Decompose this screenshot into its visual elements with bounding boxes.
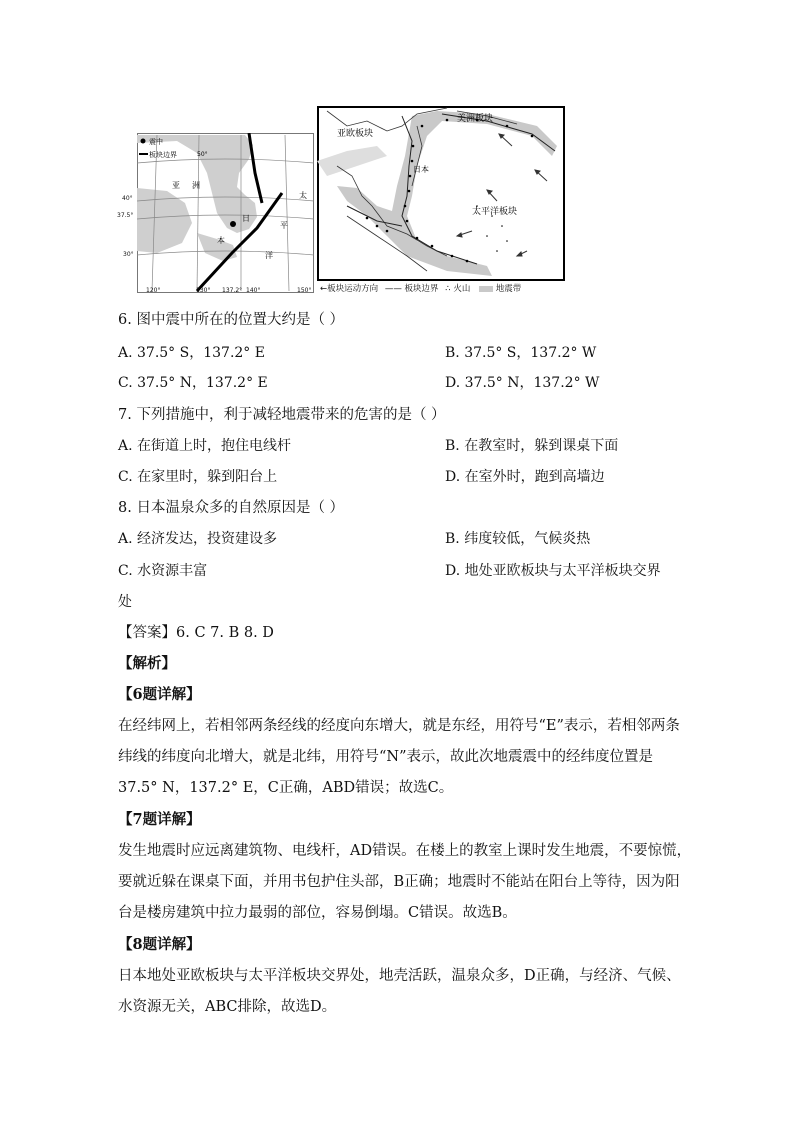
label-zhou: 洲 xyxy=(192,181,200,190)
legend-quake-swatch xyxy=(479,286,493,292)
label-ben: 本 xyxy=(217,236,225,245)
detail-6-line: 在经纬网上，若相邻两条经线的经度向东增大，就是东经，用符号“E”表示，若相邻两条 xyxy=(118,718,680,734)
question-8-option-d-continuation: 处 xyxy=(118,594,132,610)
legend-quake-belt: 地震带 xyxy=(495,284,522,294)
question-7-option-d: D. 在室外时，跑到高墙边 xyxy=(445,469,605,485)
detail-8-line: 水资源无关，ABC排除，故选D。 xyxy=(118,999,337,1015)
legend-boundary-text: 板块边界 xyxy=(149,151,177,159)
detail-7-line: 台是楼房建筑中拉力最弱的部位，容易倒塌。C错误。故选B。 xyxy=(118,905,517,921)
detail-7-body xyxy=(118,836,692,929)
label-ping: 平 xyxy=(280,221,288,230)
analysis-heading: 【解析】 xyxy=(118,655,176,672)
lat-30-label: 30° xyxy=(123,251,134,258)
detail-8-line: 日本地处亚欧板块与太平洋板块交界处，地壳活跃，温泉众多，D正确，与经济、气候、 xyxy=(118,968,681,984)
label-pacific-plate: 太平洋板块 xyxy=(472,207,518,217)
lat-40-outer-label: 40° xyxy=(122,195,133,202)
question-8-option-a: A. 经济发达，投资建设多 xyxy=(118,531,278,547)
lon-137-2-label: 137.2° xyxy=(222,287,243,294)
question-7-stem: 7. 下列措施中，利于减轻地震带来的危害的是（ ） xyxy=(118,407,446,423)
plate-boundary-map xyxy=(317,106,565,281)
question-6-option-c: C. 37.5° N，137.2° E xyxy=(118,375,268,391)
detail-7-line: 要就近躲在课桌下面，并用书包护住头部，B正确；地震时不能站在阳台上等待，因为阳 xyxy=(118,874,680,890)
lat-37-5-label: 37.5° xyxy=(117,212,134,219)
right-map-legend xyxy=(320,282,521,294)
lon-120-label: 120° xyxy=(146,287,161,294)
question-8-option-d: D. 地处亚欧板块与太平洋板块交界 xyxy=(445,563,661,579)
lon-140-label: 140° xyxy=(246,287,261,294)
question-8-option-b: B. 纬度较低，气候炎热 xyxy=(445,531,591,547)
detail-7-heading: 【7题详解】 xyxy=(118,811,201,828)
lon-150-label: 150° xyxy=(297,287,312,294)
label-yang: 洋 xyxy=(265,251,273,260)
detail-8-heading: 【8题详解】 xyxy=(118,936,201,953)
japan-epicenter-map xyxy=(137,133,314,293)
legend-volcano: ∴ 火山 xyxy=(445,284,471,294)
question-7-option-a: A. 在街道上时，抱住电线杆 xyxy=(118,438,292,454)
lon-130-label: 130° xyxy=(196,287,211,294)
question-6-option-d: D. 37.5° N，137.2° W xyxy=(445,375,600,391)
label-tai: 太 xyxy=(299,191,307,200)
question-7-option-c: C. 在家里时，躲到阳台上 xyxy=(118,469,278,485)
detail-6-line: 37.5° N，137.2° E，C正确，ABD错误；故选C。 xyxy=(118,780,454,796)
answer-line: 【答案】6. C 7. B 8. D xyxy=(118,625,274,641)
detail-6-heading: 【6题详解】 xyxy=(118,686,201,703)
question-6-option-b: B. 37.5° S，137.2° W xyxy=(445,345,597,361)
legend-motion: ←板块运动方向 xyxy=(320,284,379,294)
label-japan: 日本 xyxy=(413,165,429,174)
detail-6-body xyxy=(118,711,678,804)
legend-epicenter-text: 震中 xyxy=(149,138,163,146)
question-6-option-a: A. 37.5° S，137.2° E xyxy=(118,345,265,361)
question-8-option-c: C. 水资源丰富 xyxy=(118,563,208,579)
question-6-stem: 6. 图中震中所在的位置大约是（ ） xyxy=(118,312,345,328)
label-eurasian-plate: 亚欧板块 xyxy=(337,129,374,139)
detail-8-body xyxy=(118,961,681,1023)
epicenter-dot xyxy=(230,221,236,227)
label-ya: 亚 xyxy=(172,181,180,190)
label-american-plate: 美洲板块 xyxy=(457,114,494,124)
legend-plate-boundary: —— 板块边界 xyxy=(384,284,439,294)
label-ri: 日 xyxy=(242,214,250,223)
lat-50-label: 50° xyxy=(197,151,208,158)
detail-7-line: 发生地震时应远离建筑物、电线杆，AD错误。在楼上的教室上课时发生地震，不要惊慌， xyxy=(118,843,692,859)
detail-6-line: 纬线的纬度向北增大，就是北纬，用符号“N”表示，故此次地震震中的经纬度位置是 xyxy=(118,749,654,765)
question-8-stem: 8. 日本温泉众多的自然原因是（ ） xyxy=(118,500,345,516)
question-7-option-b: B. 在教室时，躲到课桌下面 xyxy=(445,438,619,454)
